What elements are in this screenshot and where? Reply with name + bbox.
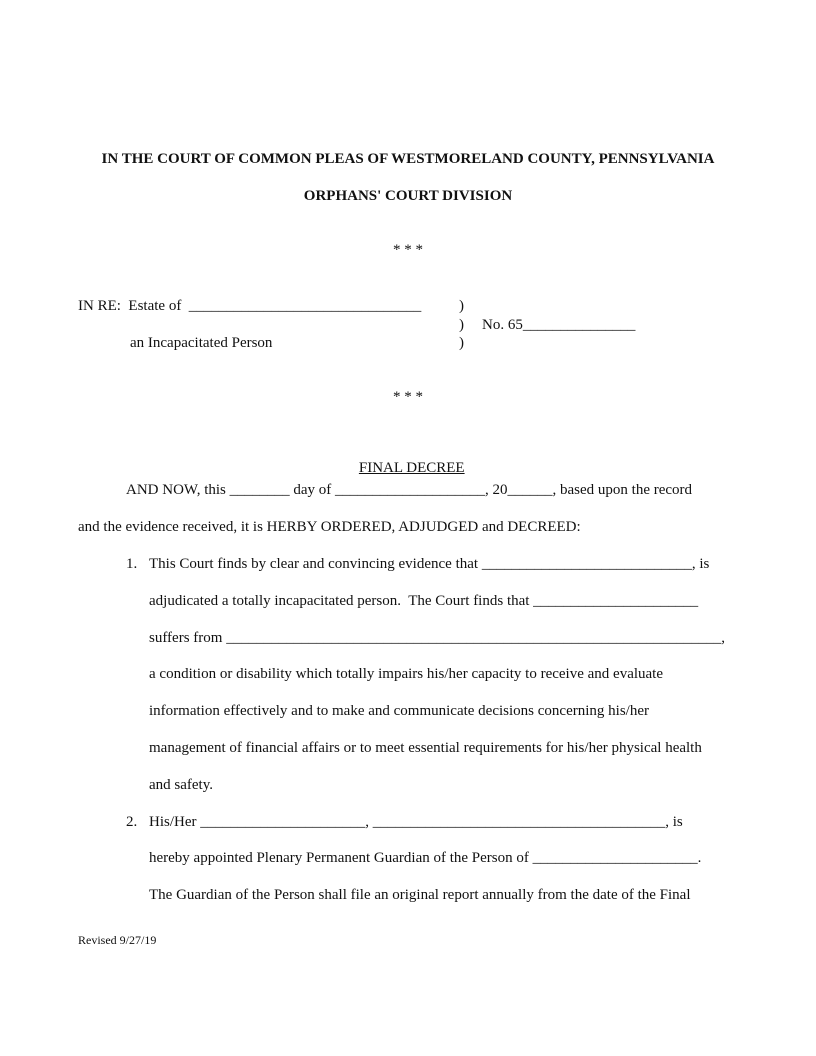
item-1-line: and safety. [149, 777, 213, 793]
document-title [0, 446, 816, 476]
intro-line-2: and the evidence received, it is HERBY ORDERED, ADJUDGED and DECREED: [78, 519, 581, 535]
item-1-line: suffers from __________________________________________________________________, [149, 630, 725, 646]
item-1-line: information effectively and to make and communicate decisions concerning his/her [149, 703, 649, 719]
revised-date: Revised 9/27/19 [78, 933, 157, 947]
item-1-line: a condition or disability which totally impairs his/her capacity to receive and evaluate [149, 666, 663, 682]
separator-bottom: * * * [393, 389, 423, 405]
item-1-line: adjudicated a totally incapacitated person. The Court finds that ______________________ [149, 593, 699, 609]
incapacitated-person-label: an Incapacitated Person [130, 335, 273, 351]
item-2-number: 2. [126, 814, 138, 830]
item-2-line: His/Her ______________________, _______________________________________, is [149, 814, 683, 830]
caption-paren-1: ) [459, 298, 464, 314]
caption-paren-3: ) [459, 335, 464, 351]
case-number: No. 65_______________ [482, 317, 636, 333]
item-1-line: management of financial affairs or to meet essential requirements for his/her physical health [149, 740, 702, 756]
item-1-number: 1. [126, 556, 138, 572]
court-heading: IN THE COURT OF COMMON PLEAS OF WESTMORELAND COUNTY, PENNSYLVANIA [101, 151, 715, 167]
intro-line-1: AND NOW, this ________ day of ____________________, 20______, based upon the record [126, 482, 693, 498]
item-2-line: hereby appointed Plenary Permanent Guardian of the Person of ______________________. [149, 850, 702, 866]
final-decree-title: FINAL DECREE [358, 460, 465, 476]
estate-line: IN RE: Estate of _______________________________ [78, 298, 422, 314]
item-2-line: The Guardian of the Person shall file an original report annually from the date of the Final [149, 887, 691, 903]
separator-top: * * * [393, 242, 423, 258]
division-heading: ORPHANS' COURT DIVISION [303, 188, 513, 204]
item-1-line: This Court finds by clear and convincing evidence that ____________________________, is [149, 556, 710, 572]
caption-paren-2: ) [459, 317, 464, 333]
